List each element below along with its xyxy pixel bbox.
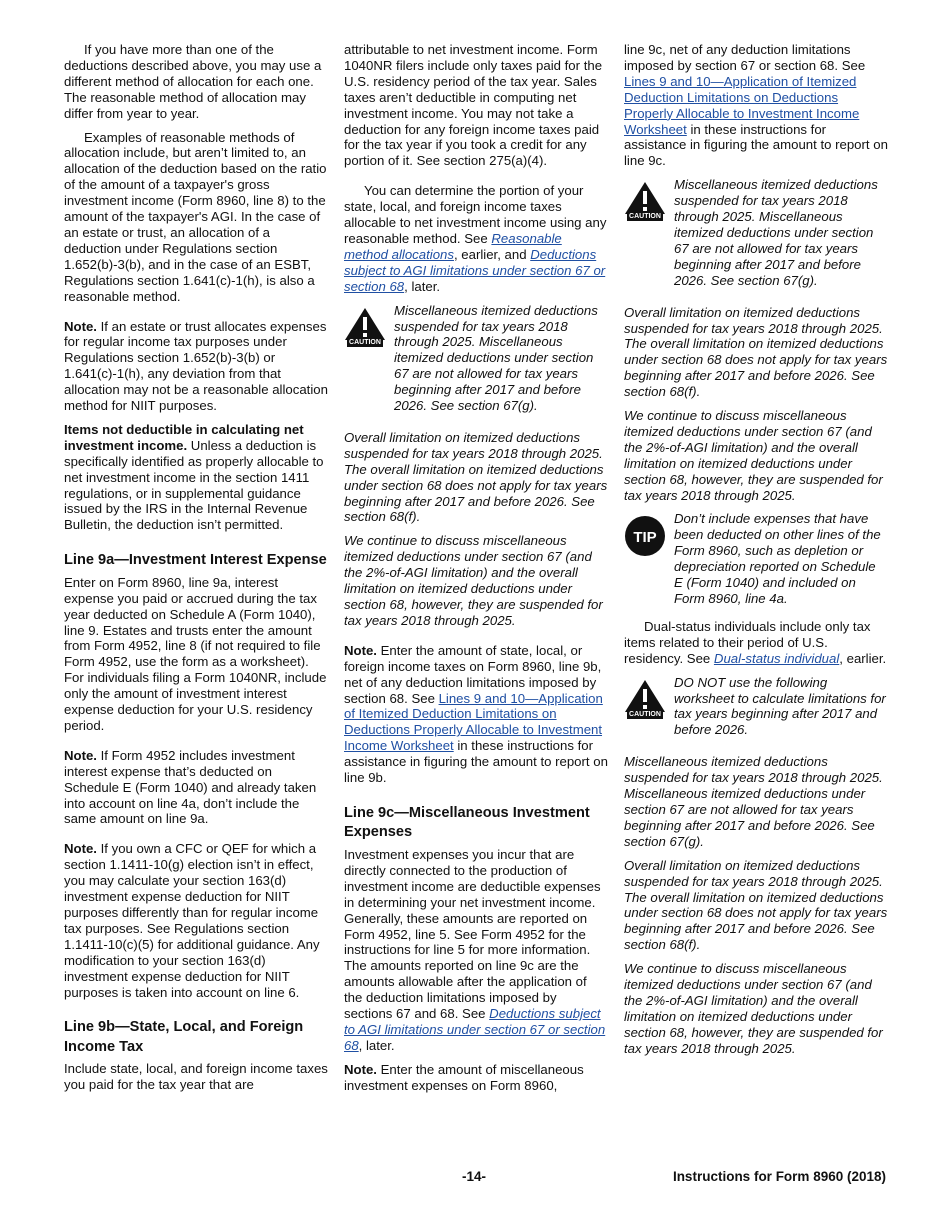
italic-paragraph: Miscellaneous itemized deductions suspended for tax years 2018 through 2025. Miscellaneous itemized deductions under section 67 are not allowed for tax years beginning after 2017 and before 2026. See section 67(g).: [624, 754, 883, 849]
paragraph: [624, 619, 888, 667]
section-heading-9b: Line 9b—State, Local, and Foreign Income Tax: [64, 1019, 304, 1055]
caution-block: [344, 303, 608, 414]
caution-icon: [624, 679, 666, 723]
paragraph: If you have more than one of the deductions described above, you may use a different method of allocation for each one. The reasonable method of allocation may differ from year to year.: [64, 42, 322, 121]
paragraph-text: , later.: [358, 1037, 395, 1053]
reasonable-method-link[interactable]: Reasonable method allocations: [344, 230, 562, 262]
note: [344, 1062, 608, 1094]
note: [64, 841, 330, 1000]
paragraph-text: Investment expenses you incur that are directly connected to the production of investment income are deductible expenses in determining your net investment income. Generally, these amounts are reported on Form 4952, line 5. See Form 4952 for the instructions for line 5 for more information. The amounts reported on line 9c are the amounts allowable after the application of the deduction limitations imposed by sections 67 and 68. See: [344, 846, 601, 1022]
tip-text: Don’t include expenses that have been deducted on other lines of the Form 8960, such as depletion or depreciation reported on Schedule E (Form 1040) and included on Form 8960, line 4a.: [674, 511, 881, 606]
paragraph: [344, 847, 608, 1054]
caution-badge: CAUTION: [629, 213, 661, 221]
italic-paragraph: Overall limitation on itemized deductions suspended for tax years 2018 through 2025. The overall limitation on itemized deductions under section 68 does not apply for tax years beginning after 2017 and before 2026. See section 68(f).: [624, 304, 888, 400]
note-text: Enter the amount of state, local, or foreign income taxes on Form 8960, line 9b, net of any deduction limitations imposed by section 68. See: [344, 642, 602, 706]
paragraph: Enter on Form 8960, line 9a, interest expense you paid or accrued during the tax year deducted on Schedule A (Form 1040), line 9. Estates and trusts enter the amount from Form 4952, line 8 (if not required to file Form 4952, use the form as a worksheet). For individuals filing a Form 1040NR, include only the amount of investment interest expense deduction for your U.S. residency period.: [64, 574, 327, 733]
note-text: Enter the amount of miscellaneous investment expenses on Form 8960,: [344, 1061, 584, 1093]
note: [64, 319, 330, 414]
column-2: [344, 42, 608, 1102]
paragraph: [624, 42, 888, 169]
paragraph-text: in these instructions for assistance in figuring the amount to report on line 9c.: [624, 121, 888, 169]
dual-status-link[interactable]: Dual-status individual: [713, 650, 840, 666]
agi-limitations-link[interactable]: Deductions subject to AGI limitations under section 67 or section 68: [344, 246, 606, 294]
column-3: [624, 42, 888, 1065]
column-1: [64, 42, 330, 1101]
note-label: Note.: [344, 1061, 377, 1077]
section-heading-9a: Line 9a—Investment Interest Expense: [64, 552, 327, 569]
paragraph-text: , earlier.: [839, 650, 887, 666]
note-label: Note.: [64, 318, 97, 334]
footer-title: Instructions for Form 8960 (2018): [672, 1169, 886, 1184]
note: [64, 748, 330, 828]
paragraph: Include state, local, and foreign income taxes you paid for the tax year that are: [64, 1061, 328, 1093]
paragraph: attributable to net investment income. Form 1040NR filers include only taxes paid for the U.S. residency period of the tax year. Sales taxes aren’t deductible in computing net investment income. You may not take a deduction for any foreign income taxes paid for the tax year if you took a credit for any portion of it. See section 275(a)(4).: [344, 42, 603, 169]
section-heading-9c: Line 9c—Miscellaneous Investment Expenses: [344, 804, 590, 841]
paragraph-text: , later.: [404, 278, 441, 294]
paragraph-text: , earlier, and: [453, 246, 531, 262]
caution-badge: CAUTION: [349, 338, 381, 346]
tip-block: [624, 511, 888, 606]
note-text: If Form 4952 includes investment interest expense that’s deducted on Schedule E (Form 1040) and already taken into account on line 4a, don’t include the same amount on line 9a.: [64, 747, 317, 827]
caution-text: Miscellaneous itemized deductions suspended for tax years 2018 through 2025. Miscellaneous itemized deductions under section 67 are not allowed for tax years beginning after 2017 and before 2026. See section 67(g).: [674, 177, 878, 288]
paragraph-text: line 9c, net of any deduction limitations imposed by section 67 or section 68. See: [624, 42, 866, 73]
italic-paragraph: Overall limitation on itemized deductions suspended for tax years 2018 through 2025. The overall limitation on itemized deductions under section 68 does not apply for tax years beginning after 2017 and before 2026. See section 68(f).: [624, 857, 888, 953]
italic-paragraph: We continue to discuss miscellaneous itemized deductions under section 67 (and the 2%-of-AGI limitation) and the overall limitation on itemized deductions under section 68, however, they are suspended for tax years 2018 through 2025.: [344, 533, 603, 628]
caution-icon: [624, 181, 666, 225]
note-text: If an estate or trust allocates expenses for regular income tax purposes under Regulations section 1.652(b)-3(b) or 1.641(c)-1(h), any deviation from that allocation may not be a reasonable allocation method for NIIT purposes.: [64, 318, 328, 414]
note-label: Note.: [64, 841, 97, 857]
worksheet-link[interactable]: Lines 9 and 10—Application of Itemized Deduction Limitations on Deductions Properly Allocable to Investment Income Worksheet: [624, 73, 860, 137]
agi-limitations-link[interactable]: Deductions subject to AGI limitations under section 67 or section 68: [344, 1006, 606, 1053]
paragraph: Examples of reasonable methods of allocation include, but aren’t limited to, an allocation of the deduction based on the ratio of the amount of a taxpayer's gross investment income (Form 8960, line 8) to the amount of the taxpayer's AGI. In the case of an estate or trust, an allocation of a deduction under Regulations section 1.652(b)-3(b), and in the case of an ESBT, Regulations section 1.641(c)-1(h), is also a reasonable method.: [64, 129, 327, 304]
italic-paragraph: Overall limitation on itemized deductions suspended for tax years 2018 through 2025. The overall limitation on itemized deductions under section 68 does not apply for tax years beginning after 2017 and before 2026. See section 68(f).: [344, 429, 608, 525]
tip-label: TIP: [633, 529, 657, 547]
paragraph-text: Unless a deduction is specifically identified as properly allocable to net investment income in the section 1411 regulations, or in supplemental guidance issued by the IRS in the Internal Revenue Bulletin, the deduction isn’t permitted.: [64, 437, 324, 533]
paragraph-text: You can determine the portion of your state, local, and foreign income taxes allocable to net investment income using any reasonable method. See: [344, 183, 607, 246]
run-in-heading: Items not deductible in calculating net investment income.: [64, 421, 304, 453]
paragraph: [64, 422, 330, 533]
worksheet-link[interactable]: Lines 9 and 10—Application of Itemized Deduction Limitations on Deductions Properly Allocable to Investment Income Worksheet: [344, 690, 603, 754]
tip-icon: [624, 515, 666, 559]
caution-block: [624, 675, 888, 739]
paragraph-text: Dual-status individuals include only tax items related to their period of U.S. residency. See: [624, 618, 871, 666]
italic-paragraph: We continue to discuss miscellaneous itemized deductions under section 67 (and the 2%-of-AGI limitation) and the overall limitation on itemized deductions under section 68, however, they are suspended for tax years 2018 through 2025.: [624, 408, 883, 503]
caution-text: DO NOT use the following worksheet to calculate limitations for tax years beginning after 2017 and before 2026.: [674, 674, 886, 738]
page-number: -14-: [462, 1169, 487, 1184]
note-label: Note.: [344, 642, 377, 658]
caution-block: [624, 177, 888, 288]
caution-text: Miscellaneous itemized deductions suspended for tax years 2018 through 2025. Miscellaneous itemized deductions under section 67 are not allowed for tax years beginning after 2017 and before 2026. See section 67(g).: [394, 302, 598, 414]
note-text: in these instructions for assistance in figuring the amount to report on line 9b.: [344, 738, 608, 786]
note-label: Note.: [64, 747, 97, 763]
note: [344, 643, 608, 786]
note-text: If you own a CFC or QEF for which a section 1.1411-10(g) election isn’t in effect, you may calculate your section 163(d) investment expense deduction for NIIT purposes differently than for regular income tax purposes. See Regulations section 1.1411-10(c)(5) for additional guidance. Any modification to your section 163(d) investment expense deduction for NIIT purposes is taken into account on line 6.: [64, 841, 320, 1000]
caution-badge: CAUTION: [629, 710, 661, 718]
paragraph: [344, 183, 608, 294]
italic-paragraph: We continue to discuss miscellaneous itemized deductions under section 67 (and the 2%-of-AGI limitation) and the overall limitation on itemized deductions under section 68, however, they are suspended for tax years 2018 through 2025.: [624, 961, 883, 1056]
caution-icon: [344, 307, 386, 351]
